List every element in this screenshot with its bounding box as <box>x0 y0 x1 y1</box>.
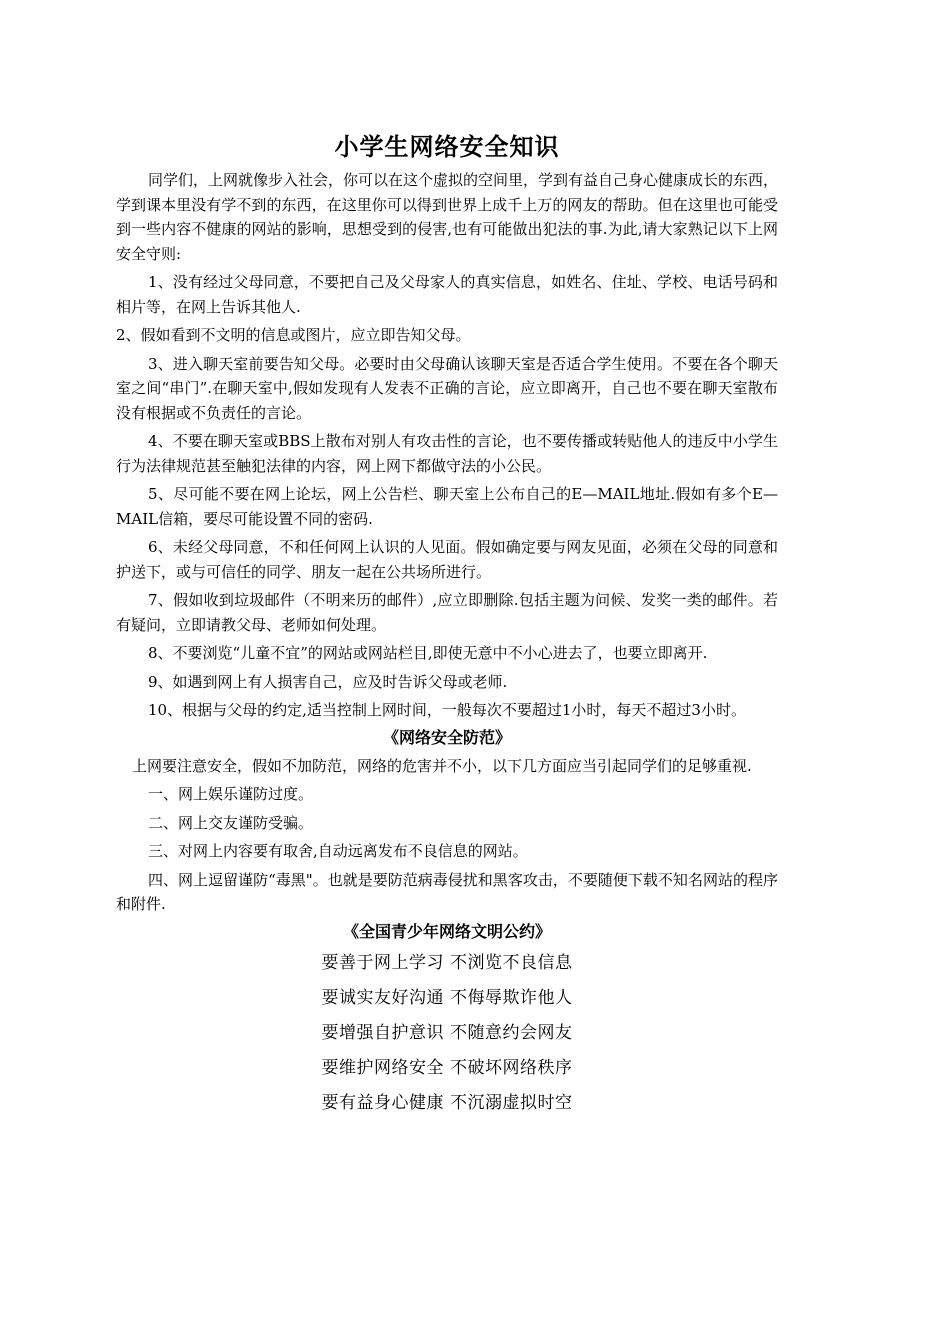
rule-item: 10、根据与父母的约定,适当控制上网时间，一般每次不要超过1小时，每天不超过3小时。 <box>148 701 746 719</box>
rule-item: 7、假如收到垃圾邮件（不明来历的邮件）,应立即删除.包括主题为问候、发奖一类的邮件。若有疑问，立即请教父母、老师如何处理。 <box>116 591 778 634</box>
pact-line: 要维护网络安全 不破坏网络秩序 <box>321 1057 573 1078</box>
document-page <box>116 130 778 1121</box>
prevention-list <box>116 782 778 917</box>
rule-item: 1、没有经过父母同意，不要把自己及父母家人的真实信息，如姓名、住址、学校、电话号码和相片等，在网上告诉其他人. <box>116 273 778 316</box>
pact-line: 要诚实友好沟通 不侮辱欺诈他人 <box>321 987 573 1008</box>
rule-item: 5、尽可能不要在网上论坛，网上公告栏、聊天室上公布自己的E—MAIL地址.假如有多个E—MAIL信箱，要尽可能设置不同的密码. <box>116 485 778 528</box>
section-title-civility-pact: 《全国青少年网络文明公约》 <box>342 921 551 941</box>
prevention-item: 三、对网上内容要有取舍,自动远离发布不良信息的网站。 <box>148 842 528 860</box>
intro-paragraph: 同学们，上网就像步入社会，你可以在这个虚拟的空间里，学到有益自己身心健康成长的东西，学到课本里没有学不到的东西，在这里你可以得到世界上成千上万的网友的帮助。但在这里也可能受到一些内容不健康的网站的影响，思想受到的侵害,也有可能做出犯法的事.为此,请大家熟记以下上网安全守则: <box>116 171 779 263</box>
rule-item: 6、未经父母同意，不和任何网上认识的人见面。假如确定要与网友见面，必须在父母的同意和护送下，或与可信任的同学、朋友一起在公共场所进行。 <box>116 538 778 581</box>
safety-rules-list <box>116 270 778 723</box>
section-title-prevention: 《网络安全防范》 <box>382 727 511 747</box>
civility-pact-list <box>116 946 778 1121</box>
document-title: 小学生网络安全知识 <box>334 133 560 161</box>
pact-line: 要善于网上学习 不浏览不良信息 <box>321 952 573 973</box>
rule-item: 2、假如看到不文明的信息或图片，应立即告知父母。 <box>116 326 471 344</box>
rule-item: 4、不要在聊天室或BBS上散布对别人有攻击性的言论，也不要传播或转贴他人的违反中小学生行为法律规范甚至触犯法律的内容，网上网下都做守法的小公民。 <box>116 432 778 475</box>
rule-item: 8、不要浏览“儿童不宜”的网站或网站栏目,即使无意中不小心进去了，也要立即离开. <box>148 644 708 662</box>
prevention-intro: 上网要注意安全，假如不加防范，网络的危害并不小，以下几方面应当引起同学们的足够重视. <box>132 756 752 775</box>
prevention-item: 二、网上交友谨防受骗。 <box>148 813 314 832</box>
prevention-item: 四、网上逗留谨防“毒黑"。也就是要防范病毒侵扰和黑客攻击，不要随便下载不知名网站的程序和附件. <box>116 870 778 913</box>
pact-line: 要增强自护意识 不随意约会网友 <box>321 1022 573 1043</box>
pact-line: 要有益身心健康 不沉溺虚拟时空 <box>321 1092 573 1113</box>
prevention-item: 一、网上娱乐谨防过度。 <box>148 785 314 803</box>
rule-item: 3、进入聊天室前要告知父母。必要时由父母确认该聊天室是否适合学生使用。不要在各个聊天室之间“串门”.在聊天室中,假如发现有人发表不正确的言论，应立即离开，自己也不要在聊天室散布没有根据或不负责任的言论。 <box>116 354 778 422</box>
rule-item: 9、如遇到网上有人损害自己，应及时告诉父母或老师. <box>148 672 508 691</box>
